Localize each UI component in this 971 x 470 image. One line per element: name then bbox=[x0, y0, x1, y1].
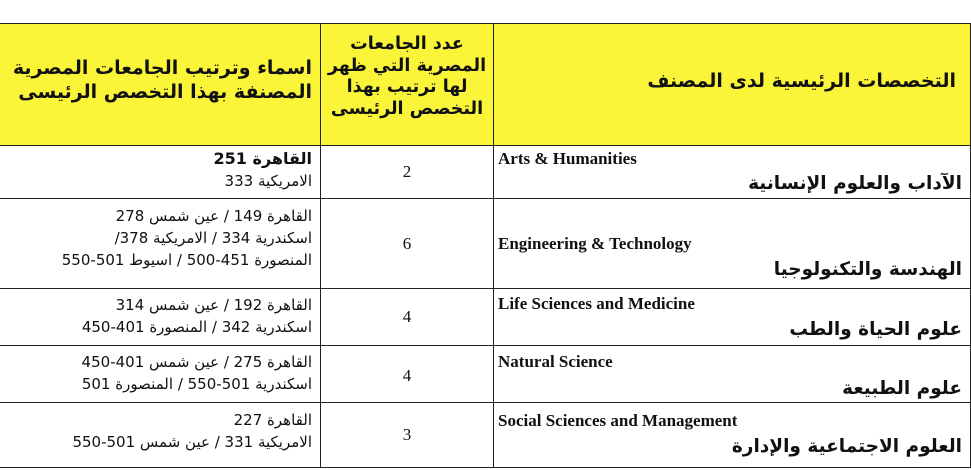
row-5-count-cell bbox=[320, 402, 494, 468]
row-2-universities bbox=[62, 205, 312, 271]
header-count-text: عدد الجامعات المصرية التي ظهر لها ترتيب بهذا التخصص الرئيسى bbox=[327, 34, 487, 119]
university-line: اسكندرية 334 / الامريكية 378/ bbox=[114, 229, 312, 247]
row-4-universities-cell bbox=[0, 345, 321, 403]
university-line: اسكندرية 501-550 / المنصورة 501 bbox=[81, 375, 312, 393]
header-universities-cell bbox=[0, 23, 321, 146]
row-5-universities bbox=[72, 409, 312, 453]
header-fields-text: التخصصات الرئيسية لدى المصنف bbox=[647, 70, 956, 92]
university-line: القاهرة 192 / عين شمس 314 bbox=[115, 296, 312, 314]
row-1-universities-cell bbox=[0, 145, 321, 199]
row-3-field-ar: علوم الحياة والطب bbox=[789, 319, 962, 340]
row-2-count-cell bbox=[320, 198, 494, 289]
university-line: القاهرة 227 bbox=[233, 411, 312, 429]
row-5-count: 3 bbox=[402, 425, 412, 444]
row-2-universities-cell bbox=[0, 198, 321, 289]
header-fields-cell bbox=[493, 23, 971, 146]
row-1-field-ar: الآداب والعلوم الإنسانية bbox=[748, 173, 962, 194]
header-count-cell bbox=[320, 23, 494, 146]
header-universities-line1: اسماء وترتيب الجامعات المصرية bbox=[12, 57, 312, 79]
row-2-field-ar: الهندسة والتكنولوجيا bbox=[773, 259, 962, 280]
row-2-field-en: Engineering & Technology bbox=[498, 234, 692, 253]
university-line: الامريكية 333 bbox=[224, 172, 312, 190]
row-5-field-en: Social Sciences and Management bbox=[498, 411, 738, 430]
row-4-count-cell bbox=[320, 345, 494, 403]
row-3-universities-cell bbox=[0, 288, 321, 346]
row-1-count: 2 bbox=[402, 162, 412, 181]
row-1-count-cell bbox=[320, 145, 494, 199]
row-1-field-en: Arts & Humanities bbox=[498, 149, 637, 168]
row-3-count: 4 bbox=[402, 307, 412, 326]
row-4-field-ar: علوم الطبيعة bbox=[842, 378, 962, 399]
row-3-universities bbox=[82, 294, 312, 338]
row-3-field-cell bbox=[493, 288, 971, 346]
row-3-count-cell bbox=[320, 288, 494, 346]
university-line: القاهرة 251 bbox=[213, 149, 312, 168]
row-5-field-cell bbox=[493, 402, 971, 468]
university-line: القاهرة 149 / عين شمس 278 bbox=[115, 207, 312, 225]
row-5-universities-cell bbox=[0, 402, 321, 468]
row-1-field-cell bbox=[493, 145, 971, 199]
row-4-count: 4 bbox=[402, 366, 412, 385]
university-line: المنصورة 451-500 / اسيوط 501-550 bbox=[61, 251, 312, 269]
row-3-field-en: Life Sciences and Medicine bbox=[498, 294, 695, 313]
row-4-universities bbox=[82, 351, 312, 395]
header-universities-line2: المصنفة بهذا التخصص الرئيسى bbox=[18, 81, 312, 103]
row-4-field-cell bbox=[493, 345, 971, 403]
row-4-field-en: Natural Science bbox=[498, 352, 613, 371]
row-5-field-ar: العلوم الاجتماعية والإدارة bbox=[731, 436, 962, 457]
university-line: القاهرة 275 / عين شمس 401-450 bbox=[81, 353, 312, 371]
row-1-universities bbox=[214, 148, 312, 192]
row-2-field-cell bbox=[493, 198, 971, 289]
university-line: اسكندرية 342 / المنصورة 401-450 bbox=[81, 318, 312, 336]
university-line: الامريكية 331 / عين شمس 501-550 bbox=[72, 433, 312, 451]
row-2-count: 6 bbox=[402, 234, 412, 253]
